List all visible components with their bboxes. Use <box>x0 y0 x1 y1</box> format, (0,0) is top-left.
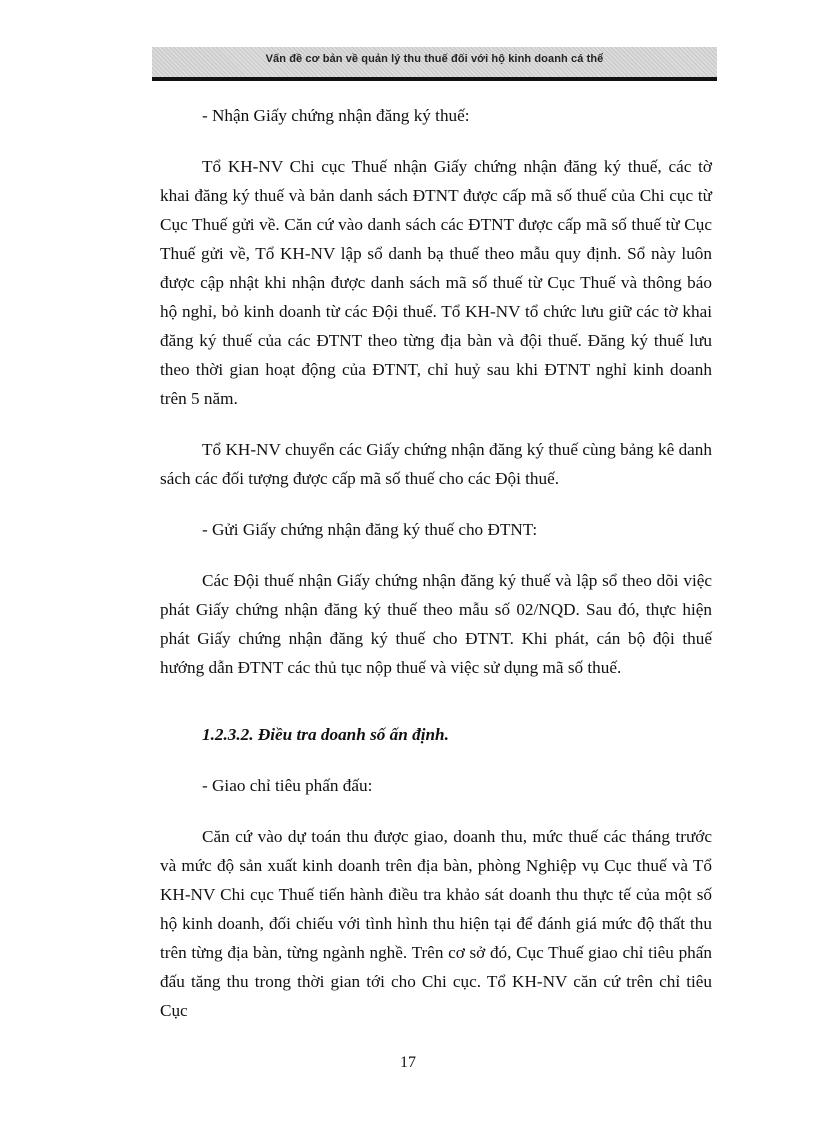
paragraph-transfer-certificate: Tổ KH-NV chuyển các Giấy chứng nhận đăng ký thuế cùng bảng kê danh sách các đối tượng được cấp mã số thuế cho các Đội thuế. <box>160 440 712 488</box>
list-item-receive-certificate: - Nhận Giấy chứng nhận đăng ký thuế: <box>202 106 470 125</box>
paragraph-send-certificate: Các Đội thuế nhận Giấy chứng nhận đăng ký thuế và lập sổ theo dõi việc phát Giấy chứng nhận đăng ký thuế theo mẫu số 02/NQD. Sau đó, thực hiện phát Giấy chứng nhận đăng ký thuế cho ĐTNT. Khi phát, cán bộ đội thuế hướng dẫn ĐTNT các thủ tục nộp thuế và việc sử dụng mã số thuế. <box>160 571 712 677</box>
list-item-send-certificate: - Gửi Giấy chứng nhận đăng ký thuế cho ĐTNT: <box>202 520 538 539</box>
section-heading-wrap <box>160 720 712 749</box>
section-heading: 1.2.3.2. Điều tra doanh số ấn định. <box>202 725 449 744</box>
page-number: 17 <box>400 1054 416 1071</box>
paragraph-assign-targets: Căn cứ vào dự toán thu được giao, doanh thu, mức thuế các tháng trước và mức độ sản xuất kinh doanh trên địa bàn, phòng Nghiệp vụ Cục thuế và Tổ KH-NV Chi cục Thuế tiến hành điều tra khảo sát doanh thu thực tế của một số hộ kinh doanh, đối chiếu với tình hình thu hiện tại để đánh giá mức độ thất thu trên từng địa bàn, từng ngành nghề. Trên cơ sở đó, Cục Thuế giao chỉ tiêu phấn đấu tăng thu trong thời gian tới cho Chi cục. Tổ KH-NV căn cứ trên chỉ tiêu Cục <box>160 827 712 1020</box>
page-body <box>160 101 712 1025</box>
header-divider <box>152 77 717 81</box>
running-header-title: Vấn đề cơ bản về quản lý thu thuế đối với hộ kinh doanh cá thể <box>265 53 604 65</box>
running-header <box>152 47 717 77</box>
list-item-assign-targets: - Giao chỉ tiêu phấn đấu: <box>202 776 373 795</box>
paragraph-receive-certificate: Tổ KH-NV Chi cục Thuế nhận Giấy chứng nhận đăng ký thuế, các tờ khai đăng ký thuế và bản danh sách ĐTNT được cấp mã số thuế của Chi cục từ Cục Thuế gửi về. Căn cứ vào danh sách các ĐTNT được cấp mã số thuế từ Cục Thuế gửi về, Tổ KH-NV lập sổ danh bạ thuế theo mẫu quy định. Sổ này luôn được cập nhật khi nhận được danh sách mã số thuế từ Cục Thuế và thông báo hộ nghỉ, bỏ kinh doanh từ các Đội thuế. Tổ KH-NV tổ chức lưu giữ các tờ khai đăng ký thuế của các ĐTNT theo từng địa bàn và đội thuế. Đăng ký thuế lưu theo thời gian hoạt động của ĐTNT, chỉ huỷ sau khi ĐTNT nghỉ kinh doanh trên 5 năm. <box>160 157 712 408</box>
